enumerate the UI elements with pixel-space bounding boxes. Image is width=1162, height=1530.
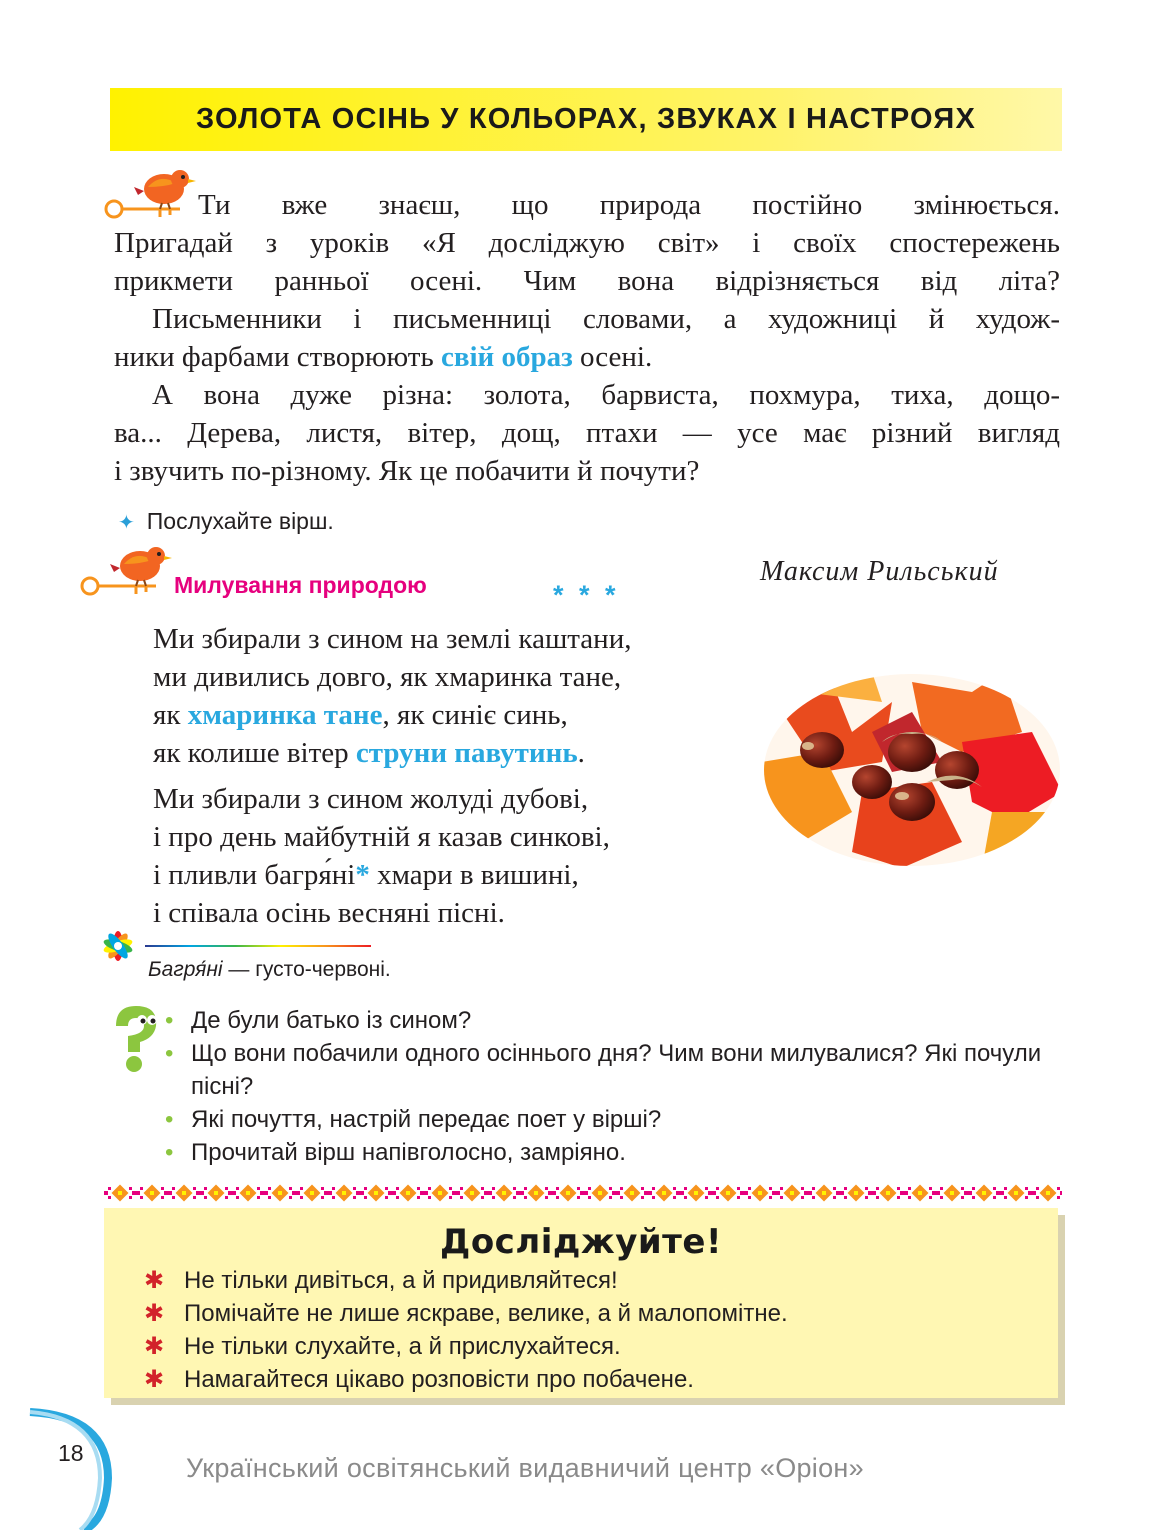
text-segment: і пливли багря́ні [153,859,356,891]
ornament-border [104,1183,1062,1205]
text-line: ва... Дерева, листя, вітер, дощ, птахи — усе має різний вигляд [114,417,1060,449]
asterisk-icon: ✱ [144,1366,165,1393]
poem-line: Ми збирали з сином на землі каштани, [153,623,632,655]
poem-line: Ми збирали з сином жолуді дубові, [153,783,589,815]
footnote-term: Багря́ні [148,958,223,981]
footnote-divider [145,945,371,947]
questions-list [165,1004,1075,1169]
intro-paragraph-2 [114,300,1060,376]
question-item: • Які почуття, настрій передає поет у вірші? [165,1103,1075,1136]
title-banner [110,88,1062,151]
asterisk-icon: ✱ [144,1267,165,1294]
research-item [144,1330,788,1363]
text-segment: як колише вітер [153,737,356,769]
text-segment: , як синіє синь, [382,699,568,731]
page-title: ЗОЛОТА ОСІНЬ У КОЛЬОРАХ, ЗВУКАХ І НАСТРОЯХ [195,103,977,135]
research-item [144,1363,788,1396]
research-item-text: Не тільки слухайте, а й прислухайтеся. [184,1333,621,1360]
instruction-text: Послухайте вірш. [146,508,334,534]
instruction [118,508,334,535]
text-line: Ти вже знаєш, що природа постійно змінюється. [198,189,1060,221]
text-line [114,338,1060,376]
text-segment: хмари в вишині, [369,859,579,891]
flower-icon [94,922,142,970]
poem-line [153,734,631,772]
footnote-definition: — густо-червоні. [222,958,391,981]
research-item [144,1297,788,1330]
research-box [104,1208,1058,1398]
poem-line: і співала осінь весняні пісні. [153,897,505,929]
text-line: і звучить по-різному. Як це побачити й почути? [114,455,700,487]
poem-stanza-1 [153,620,631,772]
intro-paragraph-1 [114,186,1060,300]
research-item [144,1264,788,1297]
poem-line [153,696,631,734]
sparkle-icon: ✦ [118,512,135,534]
poem-stars: * * * [553,580,620,610]
poem-stanza-2 [153,780,610,932]
footnote-marker: * [355,859,370,891]
question-item: • Де були батько із сином? [165,1004,1075,1037]
asterisk-icon: ✱ [144,1333,165,1360]
question-mark-icon [106,1004,166,1074]
highlighted-term: хмаринка тане [187,699,383,731]
poem-line [153,856,610,894]
poem-author: Максим Рильський [760,556,999,587]
section-label: Милування природою [174,572,427,598]
page-corner-decoration [0,1408,120,1530]
footnote [148,958,391,982]
intro-paragraph-3 [114,376,1060,490]
poem-line: ми дивились довго, як хмаринка тане, [153,661,622,693]
asterisk-icon: ✱ [144,1300,165,1327]
question-item: • Що вони побачили одного осіннього дня? Чим вони милувалися? Які почули пісні? [165,1037,1075,1103]
text-line: прикмети ранньої осені. Чим вона відрізняється від літа? [114,265,1060,297]
text-line: А вона дуже різна: золота, барвиста, похмура, тиха, дощо- [152,379,1060,411]
text-line: Пригадай з уроків «Я досліджую світ» і своїх спостережень [114,227,1060,259]
question-item: • Прочитай вірш напівголосно, замріяно. [165,1136,1075,1169]
text-segment: як [153,699,188,731]
poem-line: і про день майбутній я казав синкові, [153,821,610,853]
research-list [144,1264,788,1396]
research-item-text: Намагайтеся цікаво розповісти про побачене. [184,1366,694,1393]
page-number: 18 [58,1440,84,1466]
bird-key-icon [76,542,186,608]
research-title: Досліджуйте! [440,1222,722,1262]
text-segment: осені. [572,341,653,373]
text-segment: . [577,737,585,769]
highlighted-term: струни павутинь [355,737,578,769]
text-segment: ники фарбами створюють [114,341,441,373]
highlighted-term: свій образ [440,341,573,373]
text-line: Письменники і письменниці словами, а художниці й худож- [152,303,1060,335]
research-item-text: Не тільки дивіться, а й придивляйтеся! [184,1267,618,1294]
chestnuts-image [762,672,1062,868]
research-item-text: Помічайте не лише яскраве, велике, а й малопомітне. [184,1300,788,1327]
publisher-footer: Український освітянський видавничий центр «Оріон» [186,1453,864,1483]
